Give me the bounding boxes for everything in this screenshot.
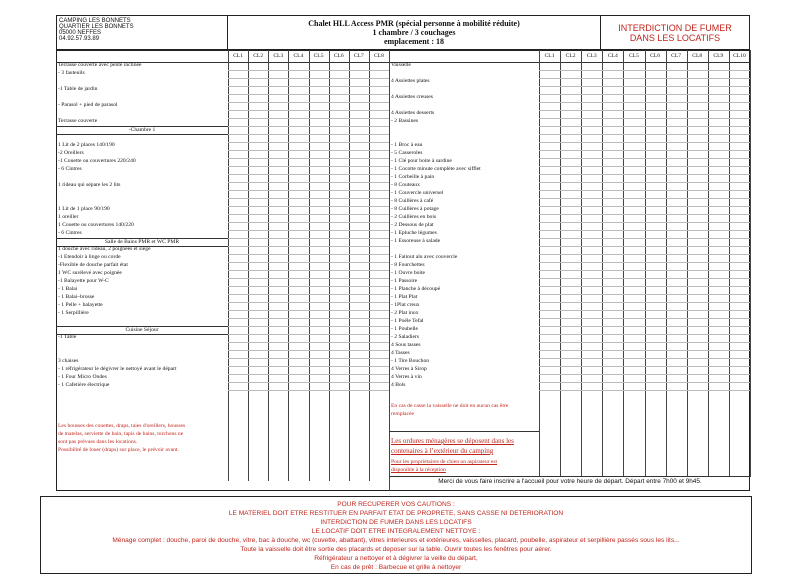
row-divider xyxy=(228,326,389,327)
row-divider xyxy=(228,118,389,119)
row-divider xyxy=(539,342,750,343)
inventory-item: -1 Table xyxy=(58,334,77,340)
row-divider xyxy=(539,86,750,87)
row-divider xyxy=(539,390,750,391)
notes-divider xyxy=(389,431,539,432)
row-divider xyxy=(539,318,750,319)
row-divider xyxy=(228,70,389,71)
column-header: CL1 xyxy=(233,53,244,59)
vaisselle-item: - 1 Planche à découpé xyxy=(391,286,441,292)
column-header: CL10 xyxy=(733,53,746,59)
column-divider xyxy=(666,50,667,477)
vaisselle-item: - 1 Poële Tefal xyxy=(391,318,424,324)
column-divider xyxy=(309,50,310,481)
column-divider xyxy=(729,50,730,477)
row-divider xyxy=(539,310,750,311)
vaisselle-item: 4 Assiettes plates xyxy=(391,78,430,84)
column-divider xyxy=(581,50,582,477)
row-divider xyxy=(539,238,750,239)
inventory-item: Terrasse couverte avec pente inclinée xyxy=(58,62,142,68)
garbage-note-line: Les ordures ménagères se déposent dans les xyxy=(391,437,514,445)
row-divider xyxy=(539,254,750,255)
column-divider xyxy=(228,50,229,481)
inventory-item: - 1 Balai xyxy=(58,286,78,292)
column-header: CL7 xyxy=(353,53,364,59)
row-divider xyxy=(539,278,750,279)
dog-owner-note-line: disponible à la réception xyxy=(391,467,446,473)
row-divider xyxy=(539,94,750,95)
inventory-item: - 6 Cintres xyxy=(58,230,82,236)
row-divider xyxy=(539,286,750,287)
column-divider xyxy=(708,50,709,477)
no-smoking-line-1: INTERDICTION DE FUMER xyxy=(618,23,732,33)
row-divider xyxy=(228,78,389,79)
inventory-item: - Parasol + pied de parasol xyxy=(58,102,118,108)
deposit-condition-line: INTERDICTION DE FUMER DANS LES LOCATIFS xyxy=(320,519,472,526)
row-divider xyxy=(228,310,389,311)
column-divider xyxy=(645,50,646,477)
column-header: CL1 xyxy=(544,53,555,59)
row-divider xyxy=(539,326,750,327)
row-divider xyxy=(539,262,750,263)
vaisselle-item: - 1 Couvercle universel xyxy=(391,190,444,196)
vaisselle-item: - 8 Couteaux xyxy=(391,182,420,188)
row-divider xyxy=(539,350,750,351)
inventory-item: - 1 Cafetière électrique xyxy=(58,382,110,388)
vaisselle-item: - 1Plat creux xyxy=(391,302,420,308)
row-divider xyxy=(539,358,750,359)
row-divider xyxy=(228,150,389,151)
inventory-item: 1 Lit de 1 place 90/190 xyxy=(58,206,110,212)
inventory-item: Terrasse couverte xyxy=(58,118,98,124)
row-divider xyxy=(228,158,389,159)
inventory-item: -1 Etendoir à linge ou corde xyxy=(58,254,121,260)
row-divider xyxy=(228,270,389,271)
camping-phone: 04.92.57.93.89 xyxy=(59,36,100,42)
emplacement-label: emplacement : 18 xyxy=(384,37,444,46)
dog-owner-note-line: Pour les propriétaires de chien un aspirateur est xyxy=(391,459,498,465)
row-divider xyxy=(228,294,389,295)
vaisselle-item: - 1 Plat Plat xyxy=(391,294,418,300)
row-divider xyxy=(539,214,750,215)
deposit-condition-line: En cas de prêt : Barbecue et grille à nettoyer xyxy=(330,564,462,571)
row-divider xyxy=(228,358,389,359)
row-divider xyxy=(539,110,750,111)
vaisselle-item: - 1 Clé pour boite à sardine xyxy=(391,158,452,164)
row-divider xyxy=(228,142,389,143)
column-divider xyxy=(750,50,751,477)
column-divider xyxy=(268,50,269,481)
row-divider xyxy=(539,206,750,207)
inventory-item: - 1 Serpillière xyxy=(58,310,89,316)
row-divider xyxy=(228,246,389,247)
vaisselle-item: - 1 Cocotte minute complète avec sifflet xyxy=(391,166,481,172)
vaisselle-item: - 8 Fourchettes xyxy=(391,262,425,268)
row-divider xyxy=(228,318,389,319)
deposit-conditions-box xyxy=(40,496,752,574)
section-header: Cuisine Séjour xyxy=(56,326,228,335)
deposit-condition-line: LE MATERIEL DOIT ETRE RESTITUER EN PARFAIT ETAT DE PROPRETE, SANS CASSE NI DETERIORATION xyxy=(228,510,564,517)
row-divider xyxy=(228,174,389,175)
page-subtitle: 1 chambre / 3 couchages xyxy=(372,28,456,37)
column-header: CL2 xyxy=(253,53,264,59)
row-divider xyxy=(539,142,750,143)
column-header: CL7 xyxy=(671,53,682,59)
vaisselle-item: - 2 Saladiers xyxy=(391,334,419,340)
column-divider xyxy=(539,50,540,477)
inventory-item: 1 oreiller xyxy=(58,214,79,220)
linen-note-line: de matelas, serviette de bain, tapis de bains, torchons ne xyxy=(58,431,184,437)
row-divider xyxy=(539,158,750,159)
deposit-conditions xyxy=(41,500,751,572)
column-divider xyxy=(602,50,603,477)
vaisselle-item: - 1 Poubelle xyxy=(391,326,419,332)
row-divider xyxy=(228,254,389,255)
column-divider xyxy=(389,50,390,491)
column-header: CL3 xyxy=(586,53,597,59)
row-divider xyxy=(539,246,750,247)
inventory-item: 1 rideau qui sépare les 2 lits xyxy=(58,182,121,188)
column-header: CL6 xyxy=(650,53,661,59)
vaisselle-item: 4 Tasses xyxy=(391,350,410,356)
row-divider xyxy=(228,222,389,223)
deposit-condition-line: POUR RECUPERER VOS CAUTIONS : xyxy=(337,501,455,508)
vaisselle-item: - 1 Essoreuse à salade xyxy=(391,238,441,244)
column-header: CL4 xyxy=(607,53,618,59)
breakage-note-line: En cas de casse la vaisselle ne doit en aucun cas être xyxy=(391,403,509,409)
inventory-item: -1 Table de jardin xyxy=(58,86,98,92)
column-header: CL5 xyxy=(628,53,639,59)
inventory-item: 1 WC surélevé avec poignée xyxy=(58,270,122,276)
inventory-item: 1 Lit de 2 places 140/190 xyxy=(58,142,115,148)
row-divider xyxy=(228,230,389,231)
deposit-condition-line: LE LOCATIF DOIT ETRE INTEGRALEMENT NETTOYE : xyxy=(311,528,481,535)
linen-note-line: sont pas prévues dans les locations. xyxy=(58,439,138,445)
row-divider xyxy=(539,78,750,79)
row-divider xyxy=(539,374,750,375)
deposit-condition-line: Réfrigérateur a nettoyer et à dégivrer la veille du départ, xyxy=(314,555,478,562)
row-divider xyxy=(539,222,750,223)
vaisselle-item: - 8 Cuillères à café xyxy=(391,198,434,204)
column-header: CL9 xyxy=(713,53,724,59)
inventory-item: 1 douche avec rideau, 2 poignées et siège xyxy=(58,246,151,252)
vaisselle-item: - 2 Plat inox xyxy=(391,310,419,316)
camping-address: QUARTIER LES BONNETS xyxy=(59,24,134,30)
row-divider xyxy=(539,230,750,231)
departure-note: Merci de vous faire inscrire a l'accueil pour votre heure de départ. Départ entre 7h00 et 9h45. xyxy=(438,478,702,485)
vaisselle-item: 4 Verres à vin xyxy=(391,374,422,380)
row-divider xyxy=(539,198,750,199)
vaisselle-item: - 1 Broc à eau xyxy=(391,142,423,148)
vaisselle-item: - 2 Bassines xyxy=(391,118,419,124)
vaisselle-item: - 2 Cuillères en bois xyxy=(391,214,437,220)
row-divider xyxy=(228,334,389,335)
row-divider xyxy=(228,166,389,167)
page-title: Chalet HLL Access PMR (spécial personne à mobilité réduite) xyxy=(308,19,520,28)
column-divider xyxy=(623,50,624,477)
inventory-item: - 3 fauteuils xyxy=(58,70,85,76)
column-divider xyxy=(248,50,249,481)
row-divider xyxy=(228,102,389,103)
row-divider xyxy=(228,302,389,303)
row-divider xyxy=(228,110,389,111)
camping-name: CAMPING LES BONNETS xyxy=(59,18,131,24)
inventory-item: - 1 Pelle + balayette xyxy=(58,302,103,308)
vaisselle-item: 4 Verres à Sirop xyxy=(391,366,427,372)
row-divider xyxy=(228,382,389,383)
garbage-note xyxy=(391,436,539,456)
vaisselle-item: 4 Bols xyxy=(391,382,406,388)
vaisselle-item: - 1 Epluche légumes xyxy=(391,230,437,236)
row-divider xyxy=(539,134,750,135)
vaisselle-item: 4 Assiettes creuses xyxy=(391,94,433,100)
linen-note-line: Les housses des couettes, draps, taies d'oreillers, housses xyxy=(58,423,186,429)
inventory-item: - 1 réfrigérateur le dégivrer le nettoyé avant le départ xyxy=(58,366,177,372)
row-divider xyxy=(539,302,750,303)
inventory-item: -1 Couette ou couvertures 220/240 xyxy=(58,158,136,164)
column-header: CL6 xyxy=(333,53,344,59)
vaisselle-item: - 1 Passoire xyxy=(391,278,418,284)
row-divider xyxy=(228,182,389,183)
row-divider xyxy=(228,366,389,367)
row-divider xyxy=(539,174,750,175)
row-divider xyxy=(228,374,389,375)
vaisselle-item: - 1 Faitout alu avec couvercle xyxy=(391,254,458,260)
inventory-item: -1 Balayette pour W-C xyxy=(58,278,109,284)
row-divider xyxy=(228,190,389,191)
vaisselle-item: - 8 Cuillères à potage xyxy=(391,206,439,212)
column-divider xyxy=(369,50,370,481)
breakage-note-line: remplacée xyxy=(391,411,414,417)
row-divider xyxy=(539,118,750,119)
row-divider xyxy=(228,238,389,239)
row-divider xyxy=(228,198,389,199)
vaisselle-item: - 2 Dessous de plat xyxy=(391,222,434,228)
column-header: CL3 xyxy=(273,53,284,59)
vaisselle-item: 4 Sous tasses xyxy=(391,342,421,348)
deposit-condition-line: Toute la vaisselle doit être sortie des placards et deposer sur la table. Ouvrir toutes les fenêtres pour aérer. xyxy=(240,546,552,553)
row-divider xyxy=(539,190,750,191)
column-divider xyxy=(687,50,688,477)
departure-divider xyxy=(389,476,750,477)
linen-note-line: Possibilité de louer (draps) sur place, le prévoir avant. xyxy=(58,447,179,453)
row-divider xyxy=(228,134,389,135)
camping-city: 05000 NEFFES xyxy=(59,30,102,36)
row-divider xyxy=(539,366,750,367)
column-divider xyxy=(349,50,350,481)
vaisselle-item: - 1 Tire Bouchon xyxy=(391,358,430,364)
row-divider xyxy=(539,270,750,271)
vaisselle-item: Vaisselle xyxy=(391,62,411,68)
column-header: CL8 xyxy=(373,53,384,59)
row-divider xyxy=(228,94,389,95)
column-header: CL8 xyxy=(692,53,703,59)
linen-note xyxy=(58,422,226,454)
column-header: CL4 xyxy=(293,53,304,59)
vaisselle-item: - 1 Corbeille à pain xyxy=(391,174,435,180)
inventory-item: - 1 Four Micro Ondes xyxy=(58,374,107,380)
row-divider xyxy=(228,390,389,391)
section-header: Salle de Bains PMR et WC PMR xyxy=(56,238,228,247)
inventory-item: 3 chaises xyxy=(58,358,79,364)
row-divider xyxy=(539,102,750,103)
row-divider xyxy=(539,382,750,383)
row-divider xyxy=(228,350,389,351)
row-divider xyxy=(539,334,750,335)
row-divider xyxy=(539,150,750,151)
row-divider xyxy=(539,70,750,71)
no-smoking-line-2: DANS LES LOCATIFS xyxy=(629,33,721,43)
row-divider xyxy=(228,262,389,263)
row-divider xyxy=(539,182,750,183)
row-divider xyxy=(228,126,389,127)
deposit-condition-line: Ménage complet : douche, paroi de douche, vitre, bac à douche, wc (cuvette, abattant), vitres interieures et extérieures, vaisselles, placard, poubelle, aspirateur et serpillière passés sous les lits... xyxy=(112,537,680,544)
garbage-note-line: contenaires à l’extérieur du camping xyxy=(391,447,494,455)
row-divider xyxy=(539,166,750,167)
row-divider xyxy=(539,126,750,127)
dog-owner-note xyxy=(391,458,539,474)
row-divider xyxy=(228,214,389,215)
inventory-item: -Flexible de douche parfait état xyxy=(58,262,128,268)
row-divider xyxy=(228,86,389,87)
column-header: CL5 xyxy=(313,53,324,59)
vaisselle-item: - 1 Ouvre boite xyxy=(391,270,426,276)
section-header: -Chambre 1 xyxy=(56,126,228,135)
vaisselle-item: - 5 Casseroles xyxy=(391,150,423,156)
inventory-item: 1 Couette ou couvertures 140/220 xyxy=(58,222,134,228)
vaisselle-item: 4 Assiettes desserts xyxy=(391,110,435,116)
column-divider xyxy=(288,50,289,481)
breakage-note xyxy=(391,402,539,418)
column-divider xyxy=(329,50,330,481)
inventory-item: - 1 Balai–brosse xyxy=(58,294,95,300)
inventory-item: - 6 Cintres xyxy=(58,166,82,172)
row-divider xyxy=(228,206,389,207)
inventory-item: -2 Oreillers xyxy=(58,150,84,156)
column-divider xyxy=(560,50,561,477)
row-divider xyxy=(228,286,389,287)
row-divider xyxy=(539,294,750,295)
column-header: CL2 xyxy=(565,53,576,59)
row-divider xyxy=(228,278,389,279)
row-divider xyxy=(228,342,389,343)
